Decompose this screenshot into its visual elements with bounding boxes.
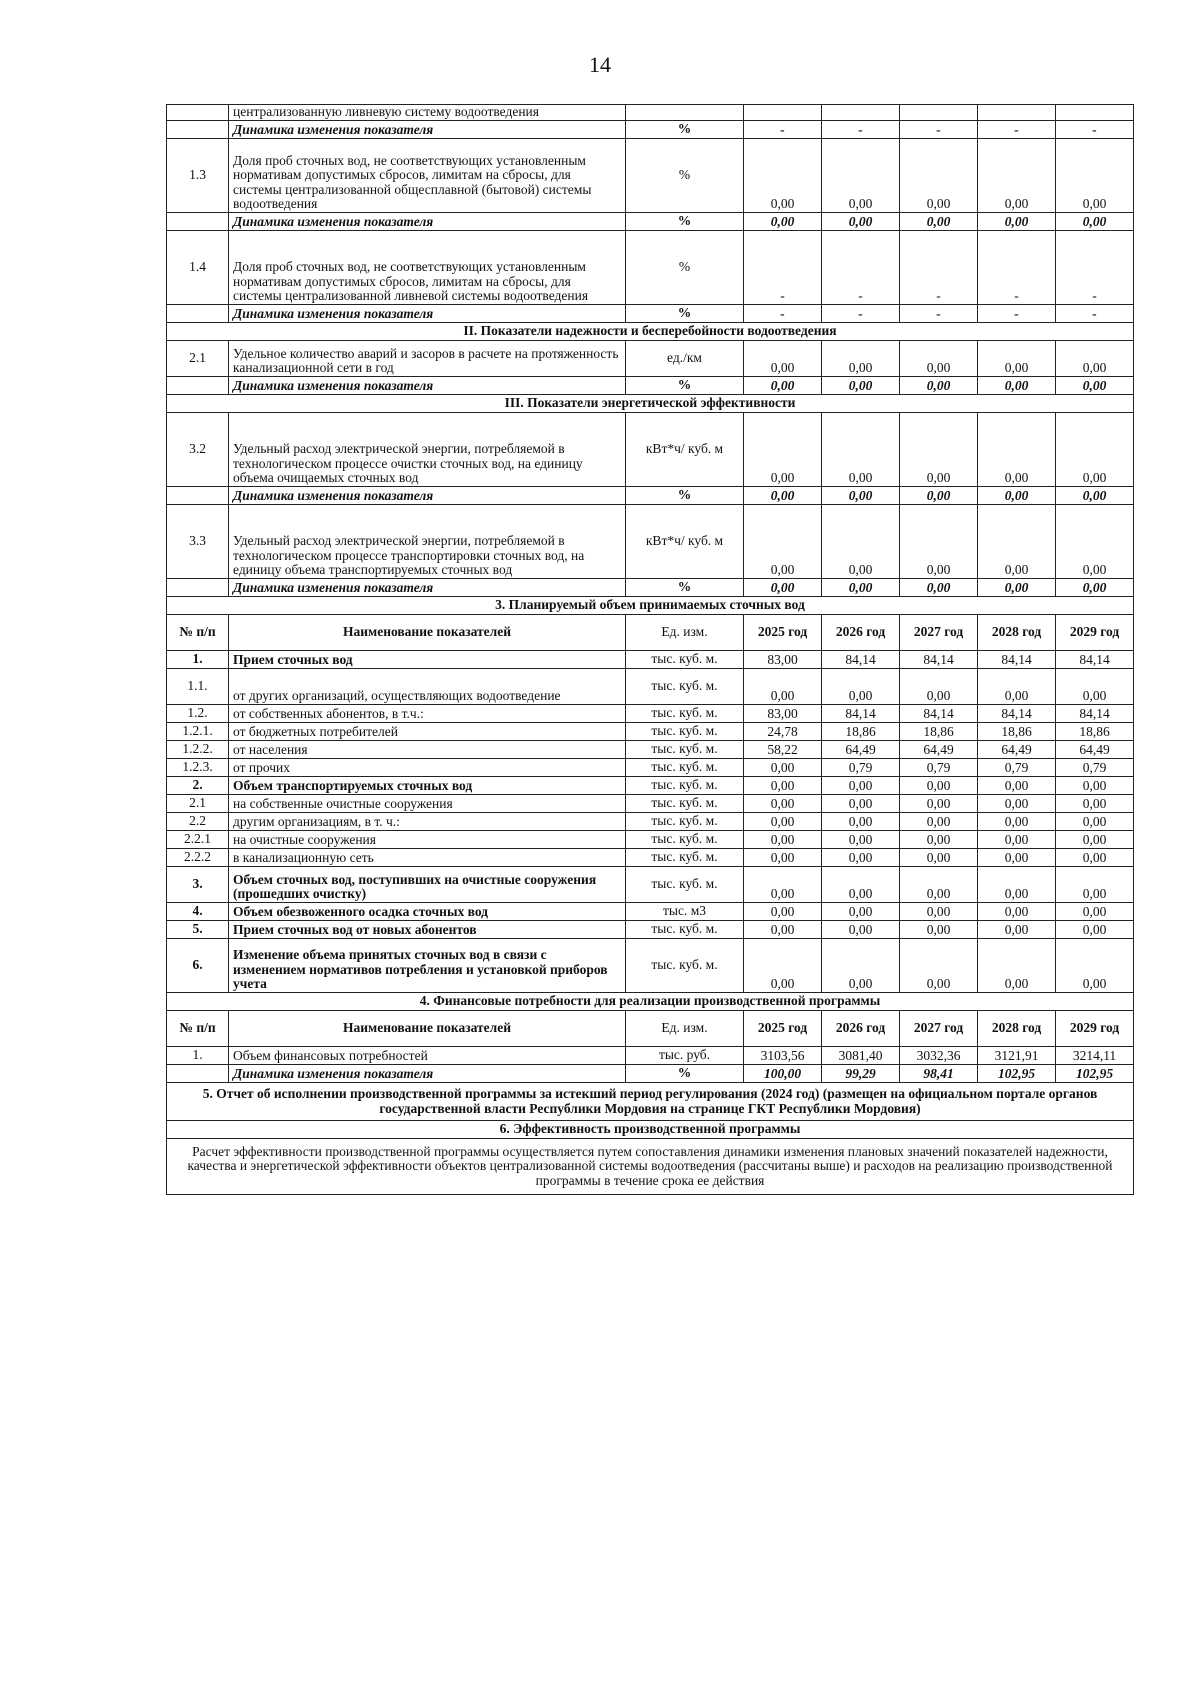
value-cell: 100,00 — [744, 1065, 822, 1083]
value-cell: 0,00 — [978, 341, 1056, 377]
unit-cell: тыс. куб. м. — [626, 705, 744, 723]
value-cell: 0,00 — [822, 487, 900, 505]
row-number: 6. — [167, 939, 229, 993]
value-cell: 84,14 — [900, 651, 978, 669]
value-cell: 0,00 — [822, 813, 900, 831]
indicator-name: от населения — [229, 741, 626, 759]
value-cell: 0,00 — [744, 813, 822, 831]
value-cell: 0,00 — [900, 813, 978, 831]
value-cell: 0,00 — [900, 341, 978, 377]
row-number: 2.1 — [167, 341, 229, 377]
value-cell: 0,00 — [978, 413, 1056, 487]
value-cell: 24,78 — [744, 723, 822, 741]
value-cell: 0,00 — [744, 487, 822, 505]
value-cell: 0,00 — [900, 867, 978, 903]
value-cell: 0,00 — [900, 505, 978, 579]
value-cell: 0,00 — [822, 669, 900, 705]
unit-cell: % — [626, 121, 744, 139]
indicator-name: Удельный расход электрической энергии, потребляемой в технологическом процессе транспортировки сточных вод, на единицу объема транспортируемых сточных вод — [229, 505, 626, 579]
value-cell: 0,00 — [1056, 795, 1134, 813]
unit-cell: % — [626, 213, 744, 231]
value-cell: 0,00 — [744, 505, 822, 579]
value-cell: 84,14 — [1056, 651, 1134, 669]
value-cell: - — [1056, 305, 1134, 323]
unit-cell: тыс. куб. м. — [626, 939, 744, 993]
value-cell: 0,00 — [744, 669, 822, 705]
value-cell: 0,00 — [900, 939, 978, 993]
value-cell: 0,00 — [978, 903, 1056, 921]
value-cell: 0,79 — [978, 759, 1056, 777]
header-number: № п/п — [167, 1011, 229, 1047]
value-cell: 0,00 — [822, 921, 900, 939]
table-row — [167, 213, 1134, 231]
value-cell: 0,00 — [1056, 669, 1134, 705]
indicator-name: Удельный расход электрической энергии, потребляемой в технологическом процессе очистки сточных вод, на единицу объема очищаемых сточных вод — [229, 413, 626, 487]
value-cell: 0,00 — [978, 579, 1056, 597]
value-cell: 0,00 — [744, 903, 822, 921]
row-number: 1.2. — [167, 705, 229, 723]
value-cell: 0,00 — [900, 139, 978, 213]
header-year: 2026 год — [822, 1011, 900, 1047]
header-unit: Ед. изм. — [626, 1011, 744, 1047]
table-row — [167, 377, 1134, 395]
value-cell: 0,00 — [822, 579, 900, 597]
unit-cell: тыс. куб. м. — [626, 723, 744, 741]
unit-cell: тыс. руб. — [626, 1047, 744, 1065]
row-number: 3.2 — [167, 413, 229, 487]
value-cell: 0,00 — [978, 377, 1056, 395]
table-row — [167, 413, 1134, 487]
table-row — [167, 741, 1134, 759]
row-number — [167, 213, 229, 231]
value-cell: 58,22 — [744, 741, 822, 759]
indicator-name: централизованную ливневую систему водоотведения — [229, 105, 626, 121]
value-cell: 0,00 — [978, 813, 1056, 831]
row-number: 4. — [167, 903, 229, 921]
indicator-name: Динамика изменения показателя — [229, 377, 626, 395]
indicator-name: в канализационную сеть — [229, 849, 626, 867]
value-cell: - — [822, 305, 900, 323]
value-cell: 0,00 — [1056, 139, 1134, 213]
value-cell: - — [744, 121, 822, 139]
row-number — [167, 377, 229, 395]
value-cell: 0,00 — [978, 795, 1056, 813]
value-cell: 0,00 — [822, 795, 900, 813]
value-cell: - — [1056, 231, 1134, 305]
row-number: 2.2.1 — [167, 831, 229, 849]
value-cell: 84,14 — [900, 705, 978, 723]
value-cell: - — [822, 121, 900, 139]
header-year: 2028 год — [978, 1011, 1056, 1047]
value-cell: 18,86 — [1056, 723, 1134, 741]
header-year: 2026 год — [822, 615, 900, 651]
indicator-name: Объем транспортируемых сточных вод — [229, 777, 626, 795]
value-cell: 0,00 — [978, 849, 1056, 867]
row-number: 2. — [167, 777, 229, 795]
table-row — [167, 723, 1134, 741]
value-cell: 0,00 — [822, 903, 900, 921]
value-cell: 64,49 — [978, 741, 1056, 759]
unit-cell: тыс. куб. м. — [626, 867, 744, 903]
unit-cell: % — [626, 1065, 744, 1083]
value-cell — [744, 105, 822, 121]
indicator-name: Изменение объема принятых сточных вод в связи с изменением нормативов потребления и установкой приборов учета — [229, 939, 626, 993]
value-cell: 84,14 — [1056, 705, 1134, 723]
value-cell: 0,00 — [744, 795, 822, 813]
indicator-name: Динамика изменения показателя — [229, 487, 626, 505]
efficiency-title: 6. Эффективность производственной программы — [167, 1121, 1134, 1139]
indicator-name: Динамика изменения показателя — [229, 121, 626, 139]
header-name: Наименование показателей — [229, 1011, 626, 1047]
unit-cell: тыс. куб. м. — [626, 849, 744, 867]
value-cell: 0,00 — [744, 777, 822, 795]
value-cell: 3214,11 — [1056, 1047, 1134, 1065]
value-cell: 0,00 — [822, 849, 900, 867]
unit-cell: % — [626, 377, 744, 395]
value-cell: 0,79 — [822, 759, 900, 777]
indicator-name: от собственных абонентов, в т.ч.: — [229, 705, 626, 723]
indicator-name: Доля проб сточных вод, не соответствующих установленным нормативам допустимых сбросов, лимитам на сбросы, для системы централизованной общесплавной (бытовой) системы водоотведения — [229, 139, 626, 213]
value-cell: 0,00 — [744, 341, 822, 377]
unit-cell: тыс. куб. м. — [626, 759, 744, 777]
table-row — [167, 1047, 1134, 1065]
value-cell: 0,00 — [744, 867, 822, 903]
unit-cell: % — [626, 579, 744, 597]
value-cell: 0,00 — [1056, 579, 1134, 597]
unit-cell: ед./км — [626, 341, 744, 377]
table-header-row — [167, 615, 1134, 651]
indicator-name: на очистные сооружения — [229, 831, 626, 849]
unit-cell: тыс. куб. м. — [626, 921, 744, 939]
value-cell: 18,86 — [978, 723, 1056, 741]
value-cell: 0,00 — [744, 849, 822, 867]
unit-cell: тыс. куб. м. — [626, 777, 744, 795]
row-number: 5. — [167, 921, 229, 939]
row-number: 3.3 — [167, 505, 229, 579]
value-cell: 0,00 — [978, 487, 1056, 505]
value-cell: 0,00 — [822, 831, 900, 849]
value-cell: 0,00 — [978, 505, 1056, 579]
row-number: 3. — [167, 867, 229, 903]
value-cell: 3103,56 — [744, 1047, 822, 1065]
value-cell: 3032,36 — [900, 1047, 978, 1065]
indicators-table — [166, 104, 1134, 1195]
indicator-name: Прием сточных вод — [229, 651, 626, 669]
value-cell: 0,00 — [822, 341, 900, 377]
unit-cell: % — [626, 305, 744, 323]
value-cell: 0,00 — [1056, 921, 1134, 939]
table-row — [167, 849, 1134, 867]
value-cell: 0,00 — [1056, 867, 1134, 903]
value-cell: 84,14 — [822, 651, 900, 669]
value-cell: 0,00 — [1056, 939, 1134, 993]
table-row — [167, 921, 1134, 939]
value-cell: 0,00 — [744, 413, 822, 487]
value-cell: 0,00 — [744, 139, 822, 213]
value-cell: 64,49 — [1056, 741, 1134, 759]
value-cell: 0,00 — [900, 777, 978, 795]
indicator-name: Объем сточных вод, поступивших на очистные сооружения (прошедших очистку) — [229, 867, 626, 903]
value-cell: - — [978, 231, 1056, 305]
row-number — [167, 487, 229, 505]
value-cell: 0,00 — [900, 413, 978, 487]
value-cell: 0,00 — [900, 921, 978, 939]
row-number — [167, 121, 229, 139]
indicator-name: Доля проб сточных вод, не соответствующих установленным нормативам допустимых сбросов, лимитам на сбросы, для системы централизованной ливневой системы водоотведения — [229, 231, 626, 305]
header-number: № п/п — [167, 615, 229, 651]
row-number: 1. — [167, 1047, 229, 1065]
value-cell: 0,00 — [978, 139, 1056, 213]
value-cell: 98,41 — [900, 1065, 978, 1083]
indicator-name: Объем финансовых потребностей — [229, 1047, 626, 1065]
unit-cell: тыс. м3 — [626, 903, 744, 921]
table-row — [167, 105, 1134, 121]
indicator-name: другим организациям, в т. ч.: — [229, 813, 626, 831]
row-number — [167, 305, 229, 323]
value-cell: 0,00 — [744, 213, 822, 231]
table-row — [167, 487, 1134, 505]
value-cell: 64,49 — [822, 741, 900, 759]
row-number — [167, 105, 229, 121]
table-row — [167, 795, 1134, 813]
indicator-name: Динамика изменения показателя — [229, 305, 626, 323]
value-cell: - — [978, 305, 1056, 323]
value-cell: 0,00 — [900, 213, 978, 231]
value-cell: 102,95 — [978, 1065, 1056, 1083]
value-cell: 3121,91 — [978, 1047, 1056, 1065]
row-number: 2.1 — [167, 795, 229, 813]
value-cell — [822, 105, 900, 121]
unit-cell: тыс. куб. м. — [626, 741, 744, 759]
value-cell: 0,00 — [822, 939, 900, 993]
indicator-name: от бюджетных потребителей — [229, 723, 626, 741]
value-cell: 0,00 — [978, 777, 1056, 795]
value-cell: - — [744, 305, 822, 323]
table-row — [167, 813, 1134, 831]
row-number: 1. — [167, 651, 229, 669]
indicator-name: Удельное количество аварий и засоров в расчете на протяженность канализационной сети в год — [229, 341, 626, 377]
section-finance-title: 4. Финансовые потребности для реализации производственной программы — [167, 993, 1134, 1011]
value-cell: 0,00 — [1056, 505, 1134, 579]
value-cell: 83,00 — [744, 651, 822, 669]
value-cell: 0,00 — [1056, 213, 1134, 231]
unit-cell: кВт*ч/ куб. м — [626, 413, 744, 487]
unit-cell: тыс. куб. м. — [626, 813, 744, 831]
unit-cell: % — [626, 487, 744, 505]
value-cell: 0,00 — [978, 669, 1056, 705]
value-cell: 84,14 — [978, 705, 1056, 723]
value-cell: 0,00 — [1056, 849, 1134, 867]
value-cell: 3081,40 — [822, 1047, 900, 1065]
indicator-name: Динамика изменения показателя — [229, 579, 626, 597]
value-cell: 0,00 — [744, 939, 822, 993]
header-name: Наименование показателей — [229, 615, 626, 651]
header-year: 2025 год — [744, 1011, 822, 1047]
row-number: 1.2.2. — [167, 741, 229, 759]
value-cell: 0,00 — [822, 777, 900, 795]
table-row — [167, 231, 1134, 305]
value-cell: - — [744, 231, 822, 305]
value-cell: - — [978, 121, 1056, 139]
value-cell: 0,00 — [744, 759, 822, 777]
table-row — [167, 121, 1134, 139]
indicator-name: от других организаций, осуществляющих водоотведение — [229, 669, 626, 705]
table-row — [167, 579, 1134, 597]
value-cell: 0,00 — [1056, 813, 1134, 831]
value-cell: 102,95 — [1056, 1065, 1134, 1083]
value-cell: 0,00 — [900, 579, 978, 597]
value-cell: 0,00 — [978, 213, 1056, 231]
unit-cell: кВт*ч/ куб. м — [626, 505, 744, 579]
value-cell: 0,00 — [1056, 831, 1134, 849]
header-year: 2027 год — [900, 615, 978, 651]
efficiency-text: Расчет эффективности производственной программы осуществляется путем сопоставления динамики изменения плановых значений показателей надежности, качества и энергетической эффективности объектов централизованной системы водоотведения (рассчитаны выше) и расходов на реализацию производственной программы в течение срока ее действия — [167, 1139, 1134, 1195]
value-cell: 0,00 — [978, 939, 1056, 993]
value-cell: 0,00 — [1056, 777, 1134, 795]
unit-cell: % — [626, 231, 744, 305]
value-cell: 0,00 — [900, 669, 978, 705]
value-cell: - — [900, 305, 978, 323]
value-cell: 0,00 — [822, 139, 900, 213]
value-cell: 18,86 — [900, 723, 978, 741]
unit-cell: тыс. куб. м. — [626, 831, 744, 849]
table-row — [167, 651, 1134, 669]
header-year: 2029 год — [1056, 1011, 1134, 1047]
table-row — [167, 669, 1134, 705]
header-unit: Ед. изм. — [626, 615, 744, 651]
value-cell: - — [900, 121, 978, 139]
indicator-name: Динамика изменения показателя — [229, 213, 626, 231]
value-cell — [978, 105, 1056, 121]
value-cell: 0,00 — [900, 903, 978, 921]
indicator-name: на собственные очистные сооружения — [229, 795, 626, 813]
value-cell: 0,00 — [900, 487, 978, 505]
table-row — [167, 1065, 1134, 1083]
value-cell: 0,00 — [900, 831, 978, 849]
table-row — [167, 305, 1134, 323]
value-cell: 0,79 — [900, 759, 978, 777]
value-cell: 0,00 — [822, 413, 900, 487]
section-volume-title: 3. Планируемый объем принимаемых сточных вод — [167, 597, 1134, 615]
value-cell: 0,79 — [1056, 759, 1134, 777]
value-cell: 0,00 — [1056, 903, 1134, 921]
value-cell: 0,00 — [1056, 341, 1134, 377]
unit-cell: тыс. куб. м. — [626, 669, 744, 705]
row-number: 1.4 — [167, 231, 229, 305]
value-cell: 64,49 — [900, 741, 978, 759]
value-cell: 18,86 — [822, 723, 900, 741]
table-header-row — [167, 1011, 1134, 1047]
value-cell: 0,00 — [900, 795, 978, 813]
report-title: 5. Отчет об исполнении производственной программы за истекший период регулирования (2024 год) (размещен на официальном портале органов государственной власти Республики Мордовия на странице ГКТ Республики Мордовия) — [167, 1083, 1134, 1121]
header-year: 2029 год — [1056, 615, 1134, 651]
header-year: 2025 год — [744, 615, 822, 651]
row-number: 2.2.2 — [167, 849, 229, 867]
table-row — [167, 831, 1134, 849]
row-number — [167, 1065, 229, 1083]
value-cell: 84,14 — [822, 705, 900, 723]
indicator-name: от прочих — [229, 759, 626, 777]
table-row — [167, 505, 1134, 579]
table-row — [167, 705, 1134, 723]
section-energy-title: III. Показатели энергетической эффективности — [167, 395, 1134, 413]
value-cell: 84,14 — [978, 651, 1056, 669]
value-cell: 0,00 — [822, 867, 900, 903]
value-cell: 0,00 — [822, 505, 900, 579]
table-row — [167, 341, 1134, 377]
table-row — [167, 867, 1134, 903]
unit-cell: % — [626, 139, 744, 213]
value-cell: - — [900, 231, 978, 305]
row-number — [167, 579, 229, 597]
value-cell: 0,00 — [1056, 487, 1134, 505]
unit-cell: тыс. куб. м. — [626, 795, 744, 813]
row-number: 1.3 — [167, 139, 229, 213]
row-number: 1.2.3. — [167, 759, 229, 777]
table-row — [167, 777, 1134, 795]
value-cell: 0,00 — [822, 213, 900, 231]
header-year: 2028 год — [978, 615, 1056, 651]
table-row — [167, 939, 1134, 993]
unit-cell — [626, 105, 744, 121]
value-cell: 0,00 — [744, 579, 822, 597]
row-number: 2.2 — [167, 813, 229, 831]
value-cell: 0,00 — [900, 377, 978, 395]
value-cell: - — [822, 231, 900, 305]
indicator-name: Прием сточных вод от новых абонентов — [229, 921, 626, 939]
value-cell: 0,00 — [1056, 413, 1134, 487]
table-row — [167, 759, 1134, 777]
indicator-name: Динамика изменения показателя — [229, 1065, 626, 1083]
value-cell: 0,00 — [744, 831, 822, 849]
value-cell: 0,00 — [744, 921, 822, 939]
indicator-name: Объем обезвоженного осадка сточных вод — [229, 903, 626, 921]
unit-cell: тыс. куб. м. — [626, 651, 744, 669]
row-number: 1.1. — [167, 669, 229, 705]
value-cell: 0,00 — [1056, 377, 1134, 395]
value-cell: 0,00 — [978, 831, 1056, 849]
section-reliability-title: II. Показатели надежности и бесперебойности водоотведения — [167, 323, 1134, 341]
table-row — [167, 903, 1134, 921]
value-cell: 0,00 — [900, 849, 978, 867]
value-cell — [900, 105, 978, 121]
value-cell: 83,00 — [744, 705, 822, 723]
page-number: 14 — [589, 52, 611, 77]
value-cell: 99,29 — [822, 1065, 900, 1083]
value-cell: 0,00 — [978, 867, 1056, 903]
value-cell: 0,00 — [744, 377, 822, 395]
value-cell: 0,00 — [978, 921, 1056, 939]
value-cell: 0,00 — [822, 377, 900, 395]
header-year: 2027 год — [900, 1011, 978, 1047]
table-row — [167, 139, 1134, 213]
value-cell: - — [1056, 121, 1134, 139]
row-number: 1.2.1. — [167, 723, 229, 741]
value-cell — [1056, 105, 1134, 121]
